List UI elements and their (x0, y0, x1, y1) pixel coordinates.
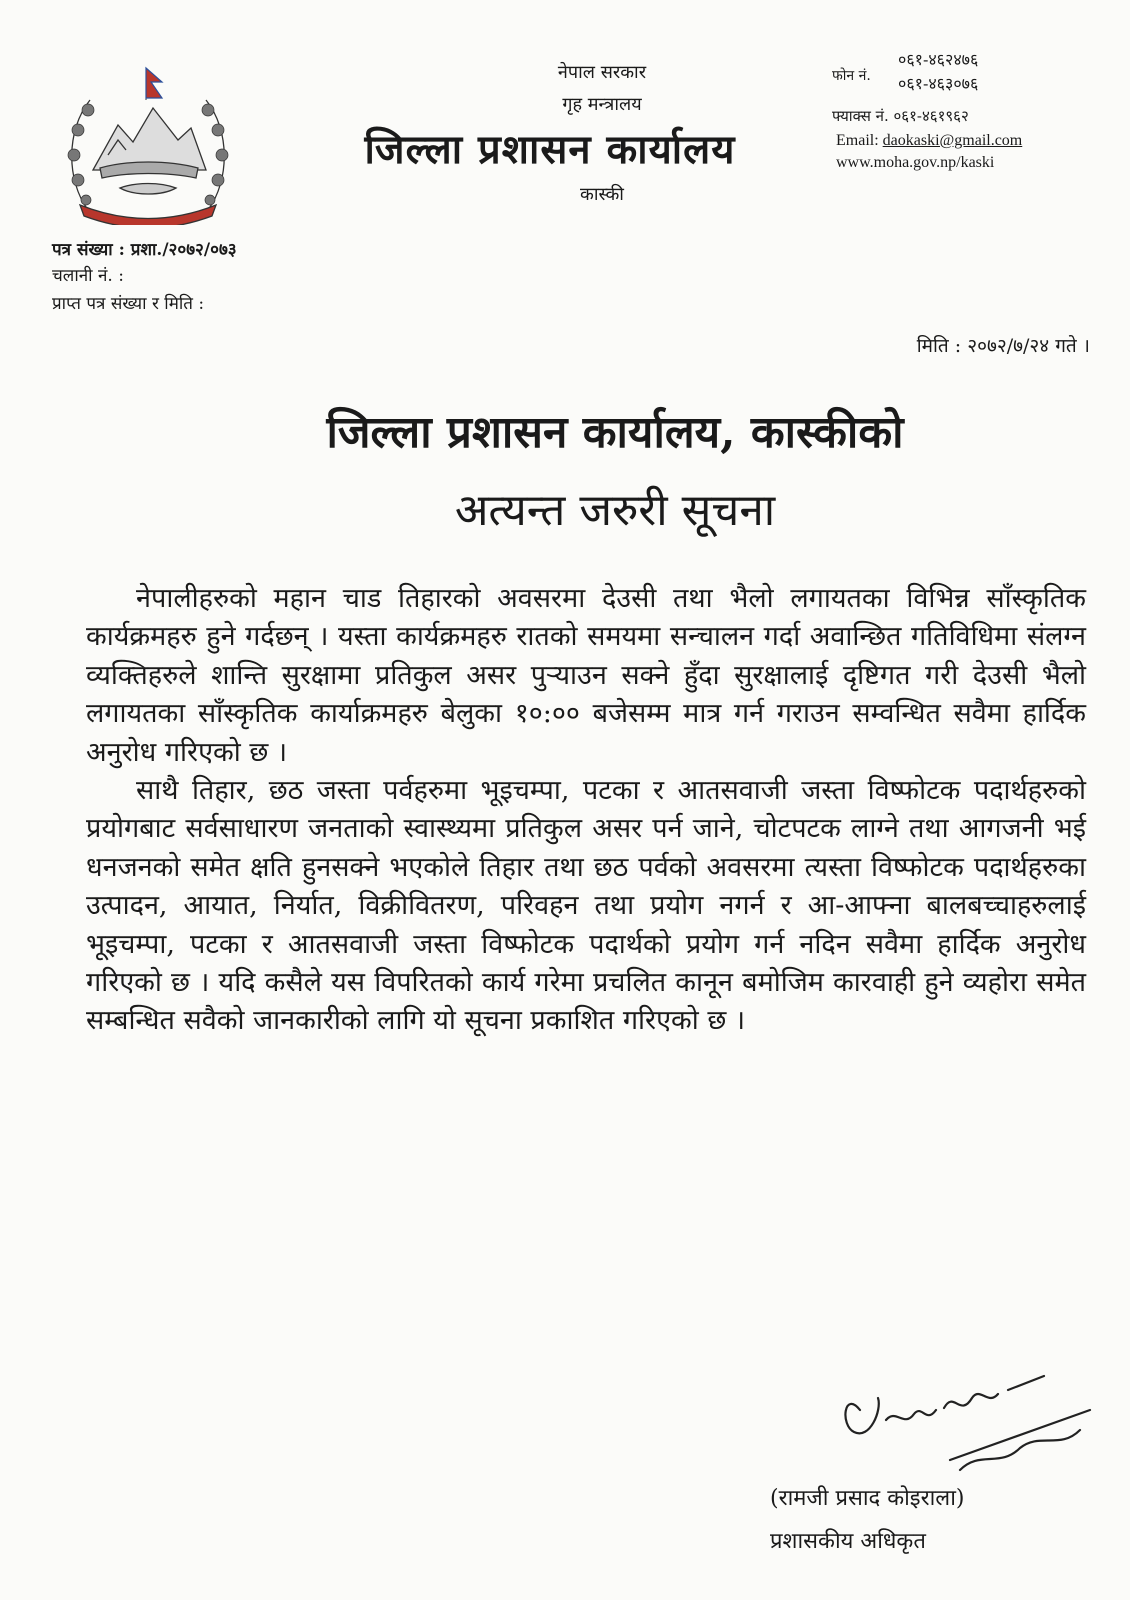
email-label: Email: (836, 132, 879, 149)
email-line (836, 132, 1022, 150)
fax-number: फ्याक्स नं. ०६१-४६१९६२ (832, 107, 969, 125)
phone-label: फोन नं. (832, 68, 871, 84)
body-paragraph: साथै तिहार, छठ जस्ता पर्वहरुमा भूइचम्पा, पटका र आतसवाजी जस्ता विष्फोटक पदार्थहरुको प्रयोगबाट सर्वसाधारण जनताको स्वास्थ्यमा प्रतिकुल असर पर्न जाने, चोटपटक लाग्ने तथा आगजनी भई धनजनको समेत क्षति हुनसक्ने भएकोले तिहार तथा छठ पर्वको अवसरमा त्यस्ता विष्फोटक पदार्थहरुका उत्पादन, आयात, निर्यात, विक्रीवितरण, परिवहन तथा प्रयोग नगर्न र आ-आफ्ना बालबच्चाहरुलाई भूइचम्पा, पटका र आतसवाजी जस्ता विष्फोटक पदार्थको प्रयोग गर्न नदिन सवैमा हार्दिक अनुरोध गरिएको छ । यदि कसैले यस विपरितको कार्य गरेमा प्रचलित कानून बमोजिम कारवाही हुने व्यहोरा समेत सम्बन्धित सवैको जानकारीको लागि यो सूचना प्रकाशित गरिएको छ । (86, 775, 1086, 1037)
district-label: कास्की (580, 184, 624, 205)
office-name: जिल्ला प्रशासन कार्यालय (364, 126, 736, 173)
body-paragraph: नेपालीहरुको महान चाड तिहारको अवसरमा देउसी तथा भैलो लगायतका विभिन्न साँस्कृतिक कार्यक्रमहरु हुने गर्दछन् । यस्ता कार्यक्रमहरु रातको समयमा सन्चालन गर्दा अवान्छित गतिविधिमा संलग्न व्यक्तिहरुले शान्ति सुरक्षामा प्रतिकुल असर पुऱ्याउन सक्ने हुँदा सुरक्षालाई दृष्टिगत गरी देउसी भैलो लगायतका साँस्कृतिक कार्याक्रमहरु बेलुका १०:०० बजेसम्म मात्र गर्न गराउन सम्वन्धित सवैमा हार्दिक अनुरोध गरिएको छ । (86, 583, 1086, 768)
received-letter-info: प्राप्त पत्र संख्या र मिति : (52, 294, 205, 314)
signatory-designation: प्रशासकीय अधिकृत (770, 1529, 926, 1554)
nepal-government-emblem-icon (58, 60, 238, 225)
ministry-label: गृह मन्त्रालय (562, 94, 642, 115)
letter-number: पत्र संख्या : प्रशा./२०७२/०७३ (52, 240, 237, 260)
email-link[interactable]: daokaski@gmail.com (882, 132, 1023, 149)
website-link[interactable]: www.moha.gov.np/kaski (836, 154, 995, 171)
signatory-name: (रामजी प्रसाद कोइराला) (770, 1486, 965, 1511)
notice-date: मिति : २०७२/७/२४ गते । (916, 335, 1090, 357)
handwritten-signature (830, 1370, 1100, 1480)
phone-number-2: ०६१-४६३०७६ (898, 74, 979, 93)
dispatch-number: चलानी नं. : (52, 266, 124, 286)
notice-subtitle: अत्यन्त जरुरी सूचना (454, 485, 776, 536)
notice-title: जिल्ला प्रशासन कार्यालय, कास्कीको (326, 407, 904, 458)
notice-body (86, 580, 1086, 1041)
government-label: नेपाल सरकार (557, 62, 647, 83)
phone-number-1: ०६१-४६२४७६ (898, 50, 979, 69)
